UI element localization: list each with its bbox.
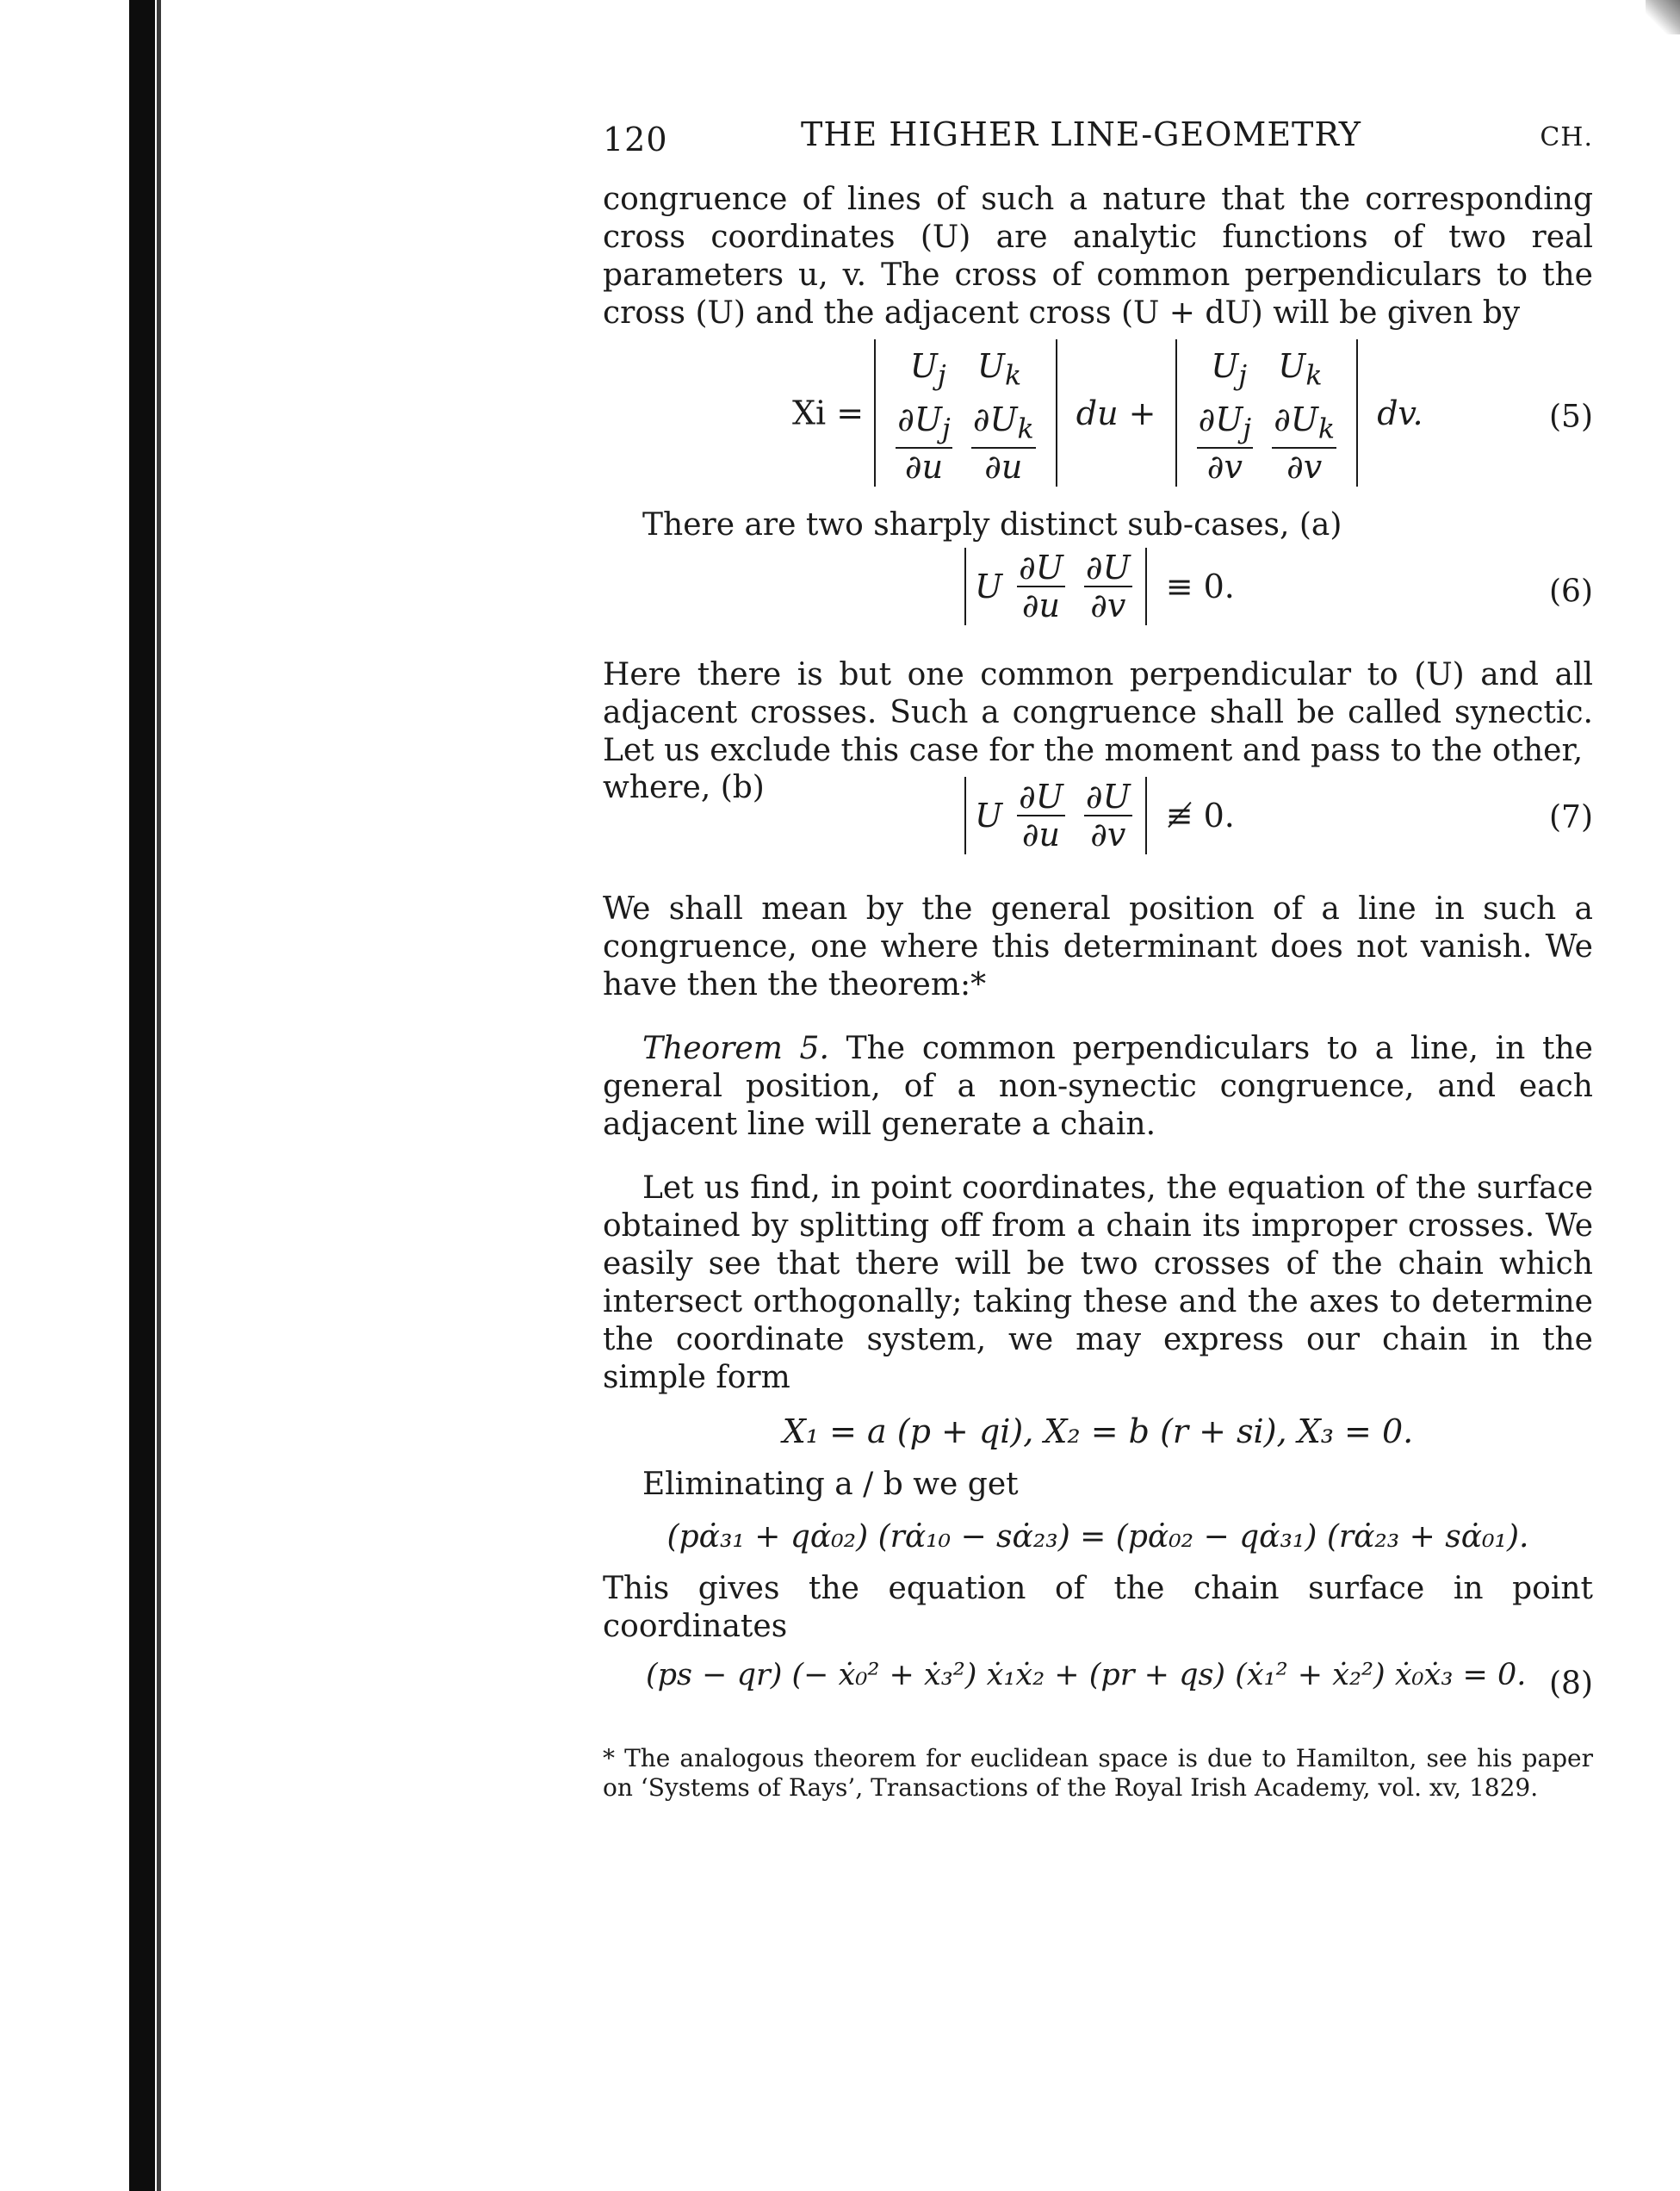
eq5-lhs: Xi = bbox=[792, 394, 865, 432]
theorem-text: The common perpendiculars to a line, in the general position, of a non-synectic congruence, and each adjacent line will generate a chain. bbox=[603, 1031, 1593, 1142]
book-binding-edge bbox=[129, 0, 155, 2191]
running-title: THE HIGHER LINE-GEOMETRY bbox=[801, 115, 1361, 153]
paragraph-4: We shall mean by the general position of a line in such a congruence, one where this determinant does not vanish. We have then the theorem:* bbox=[603, 891, 1593, 1002]
chapter-label: CH. bbox=[1540, 122, 1593, 152]
eq5-determinant-v: $U_j$ $U_k$ $\frac{\partial U_j}{\partial v}$ $\frac{\partial U_k}{\partial v}$ bbox=[1175, 339, 1358, 487]
eq6-relation: ≡ 0. bbox=[1165, 568, 1235, 605]
where-b-label: where, (b) bbox=[603, 770, 765, 805]
paragraph-3: Here there is but one common perpendicular to (U) and all adjacent crosses. Such a congruence shall be called synectic. Let us exclude this case for the moment and pass to the other, bbox=[603, 657, 1593, 768]
paragraph-2: There are two sharply distinct sub-cases, (a) bbox=[642, 507, 1342, 543]
page-number: 120 bbox=[603, 121, 668, 158]
eq7-relation: ≢ 0. bbox=[1165, 797, 1235, 835]
theorem-label: Theorem 5. bbox=[642, 1031, 829, 1066]
equation-number-8: (8) bbox=[1549, 1666, 1593, 1702]
eq5-determinant-u: $U_j$ $U_k$ $\frac{\partial U_j}{\partial u}$ $\frac{\partial U_k}{\partial u}$ bbox=[874, 339, 1057, 487]
paragraph-1: congruence of lines of such a nature that the corresponding cross coordinates (U) are analytic functions of two real parameters u, v. The cross of common perpendiculars to the cross (U) and the adjacent cross (U + dU) will be given by bbox=[603, 182, 1593, 331]
page-corner-fold bbox=[1646, 0, 1680, 34]
paragraph-7: This gives the equation of the chain surface in point coordinates bbox=[603, 1571, 1593, 1644]
eq7-determinant: U $\frac{\partial U}{\partial u}$ $\frac{\partial U}{\partial v}$ bbox=[964, 777, 1147, 854]
book-binding-shadow bbox=[157, 0, 161, 2191]
equation-eliminated: (pα̇₃₁ + qα̇₀₂) (rα̇₁₀ − sα̇₂₃) = (pα̇₀₂ − qα̇₃₁) (rα̇₂₃ + sα̇₀₁). bbox=[666, 1519, 1529, 1555]
eq5-du-term: du + bbox=[1076, 394, 1156, 432]
running-header bbox=[603, 103, 1593, 181]
eq5-dv-term: dv. bbox=[1377, 394, 1423, 432]
eq6-determinant: U $\frac{\partial U}{\partial u}$ $\frac{\partial U}{\partial v}$ bbox=[964, 548, 1147, 625]
equation-6 bbox=[603, 544, 1593, 639]
footnote: * The analogous theorem for euclidean space is due to Hamilton, see his paper on ‘Systems of Rays’, Transactions of the Royal Irish Academy, vol. xv, 1829. bbox=[603, 1744, 1593, 1802]
eq8-expression: (ps − qr) (− ẋ₀² + ẋ₃²) ẋ₁ẋ₂ + (pr + qs) (ẋ₁² + ẋ₂²) ẋ₀ẋ₃ = 0. bbox=[646, 1658, 1527, 1692]
equation-chain: X₁ = a (p + qi), X₂ = b (r + si), X₃ = 0. bbox=[782, 1412, 1414, 1450]
equation-8 bbox=[603, 1658, 1593, 1710]
equation-5 bbox=[603, 339, 1593, 494]
equation-number-7: (7) bbox=[1549, 799, 1593, 835]
equation-7 bbox=[603, 770, 1593, 865]
equation-number-5: (5) bbox=[1549, 399, 1593, 435]
paragraph-5: Let us find, in point coordinates, the equation of the surface obtained by splitting off from a chain its improper crosses. We easily see that there will be two crosses of the chain which intersect orthogonally; taking these and the axes to determine the coordinate system, we may express our chain in the simple form bbox=[603, 1170, 1593, 1395]
paragraph-6: Eliminating a / b we get bbox=[642, 1467, 1019, 1502]
theorem-5 bbox=[603, 1030, 1593, 1144]
book-page bbox=[603, 103, 1593, 1803]
equation-number-6: (6) bbox=[1549, 574, 1593, 610]
